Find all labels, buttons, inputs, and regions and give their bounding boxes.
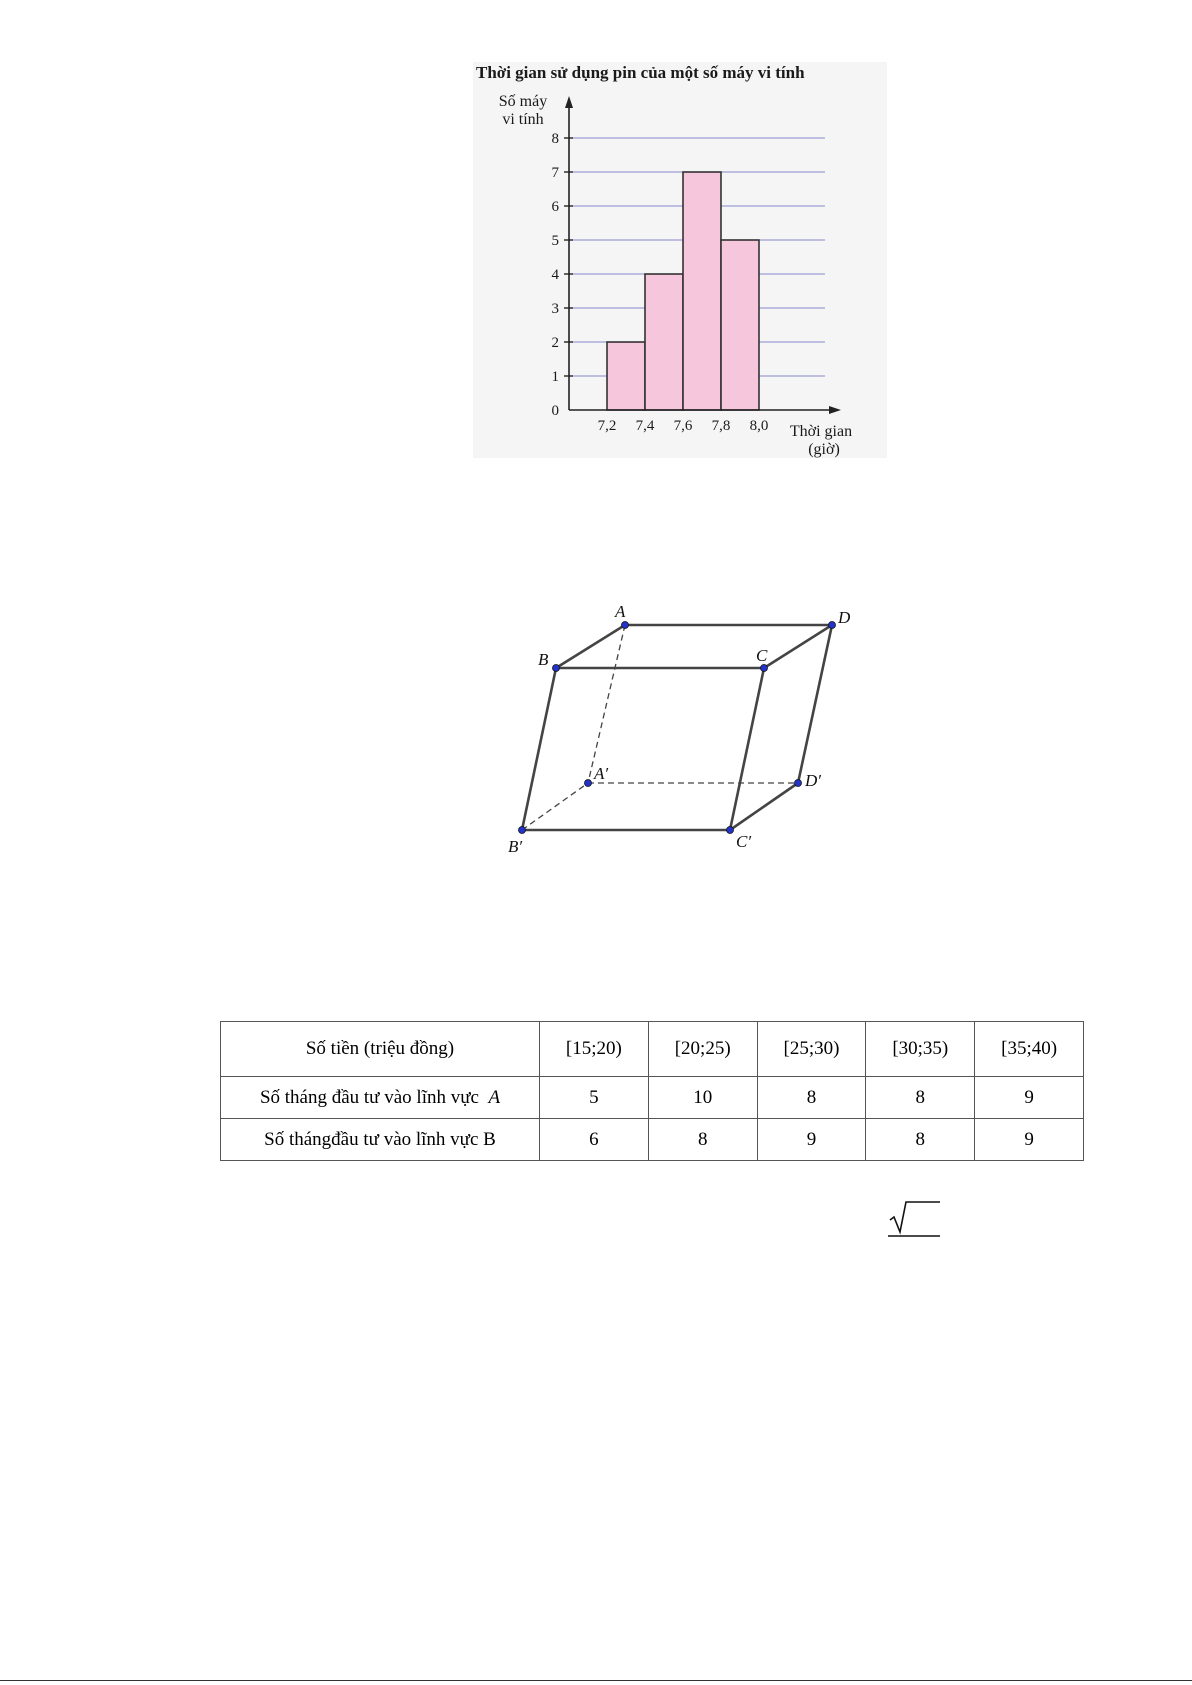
y-axis-label-line2: vi tính (502, 111, 544, 128)
vertex-c-prime (727, 827, 734, 834)
row-a-label-var: A (488, 1086, 501, 1108)
row-a-label-text: Số tháng đầu tư vào lĩnh vực (259, 1086, 479, 1108)
label-b: B (538, 650, 549, 669)
edge-b-a (556, 625, 625, 668)
x-tick-label: 7,4 (635, 418, 655, 434)
histogram-bar (607, 342, 645, 410)
vertex-b-prime (519, 827, 526, 834)
chart-title: Thời gian sử dụng pin của một số máy vi tính (476, 63, 805, 82)
y-tick-label: 1 (551, 369, 559, 385)
table-cell: 5 (540, 1077, 649, 1119)
table-cell: 8 (866, 1119, 975, 1161)
y-tick-label: 6 (551, 199, 559, 215)
y-tick-label: 7 (551, 165, 559, 181)
edge-c-d (764, 625, 832, 668)
edge-b-prime-a-prime (522, 783, 588, 830)
row-a-label (221, 1077, 540, 1119)
label-c-prime: C′ (736, 832, 752, 851)
table-cell: 8 (757, 1077, 866, 1119)
y-tick-label: 3 (551, 301, 559, 317)
y-axis-label-line1: Số máy (498, 93, 548, 110)
interval-cell: [15;20) (540, 1022, 649, 1077)
vertex-d-prime (795, 780, 802, 787)
y-tick-label: 2 (551, 335, 559, 351)
edge-c-c-prime (730, 668, 764, 830)
table-cell: 6 (540, 1119, 649, 1161)
x-tick-label: 7,8 (711, 418, 731, 434)
y-tick-label: 4 (551, 267, 559, 283)
vertex-a (622, 622, 629, 629)
histogram-bar (645, 274, 683, 410)
y-axis-arrow (565, 96, 573, 108)
header-label: Số tiền (triệu đồng) (221, 1022, 540, 1077)
vertex-b (553, 665, 560, 672)
square-root-symbol (888, 1198, 944, 1238)
histogram-chart (473, 62, 887, 458)
investment-table (220, 1021, 1084, 1161)
table-cell: 8 (648, 1119, 757, 1161)
interval-cell: [25;30) (757, 1022, 866, 1077)
label-b-prime: B′ (508, 837, 523, 856)
y-tick-label: 8 (551, 131, 559, 147)
table-cell: 9 (975, 1077, 1084, 1119)
x-tick-label: 8,0 (749, 418, 769, 434)
page-bottom-rule (0, 1680, 1192, 1681)
interval-cell: [35;40) (975, 1022, 1084, 1077)
label-d-prime: D′ (805, 771, 821, 790)
histogram-bar (721, 240, 759, 410)
table-row-b (221, 1119, 1084, 1161)
parallelepiped-figure (490, 590, 870, 870)
vertex-a-prime (585, 780, 592, 787)
label-a-prime: A′ (594, 764, 609, 783)
x-axis-arrow (829, 406, 841, 414)
table-cell: 10 (648, 1077, 757, 1119)
label-c: C (756, 646, 768, 665)
label-d: D (838, 608, 851, 627)
table-cell: 9 (757, 1119, 866, 1161)
y-tick-label: 0 (551, 403, 559, 419)
edge-d-d-prime (798, 625, 832, 783)
interval-cell: [30;35) (866, 1022, 975, 1077)
vertex-d (829, 622, 836, 629)
table-cell: 9 (975, 1119, 1084, 1161)
x-axis-label-line1: Thời gian (789, 423, 853, 440)
edge-c-prime-d-prime (730, 783, 798, 830)
row-b-label: Số thángđầu tư vào lĩnh vực B (221, 1119, 540, 1161)
vertex-c (761, 665, 768, 672)
edge-a-a-prime (588, 625, 625, 783)
y-tick-label: 5 (551, 233, 559, 249)
table-cell: 8 (866, 1077, 975, 1119)
x-tick-label: 7,2 (597, 418, 617, 434)
table-header-row (221, 1022, 1084, 1077)
histogram-bar (683, 172, 721, 410)
interval-cell: [20;25) (648, 1022, 757, 1077)
table-row-a (221, 1077, 1084, 1119)
x-tick-label: 7,6 (673, 418, 693, 434)
label-a: A (615, 602, 626, 621)
x-axis-label-line2: (giờ) (808, 441, 840, 458)
edge-b-b-prime (522, 668, 556, 830)
